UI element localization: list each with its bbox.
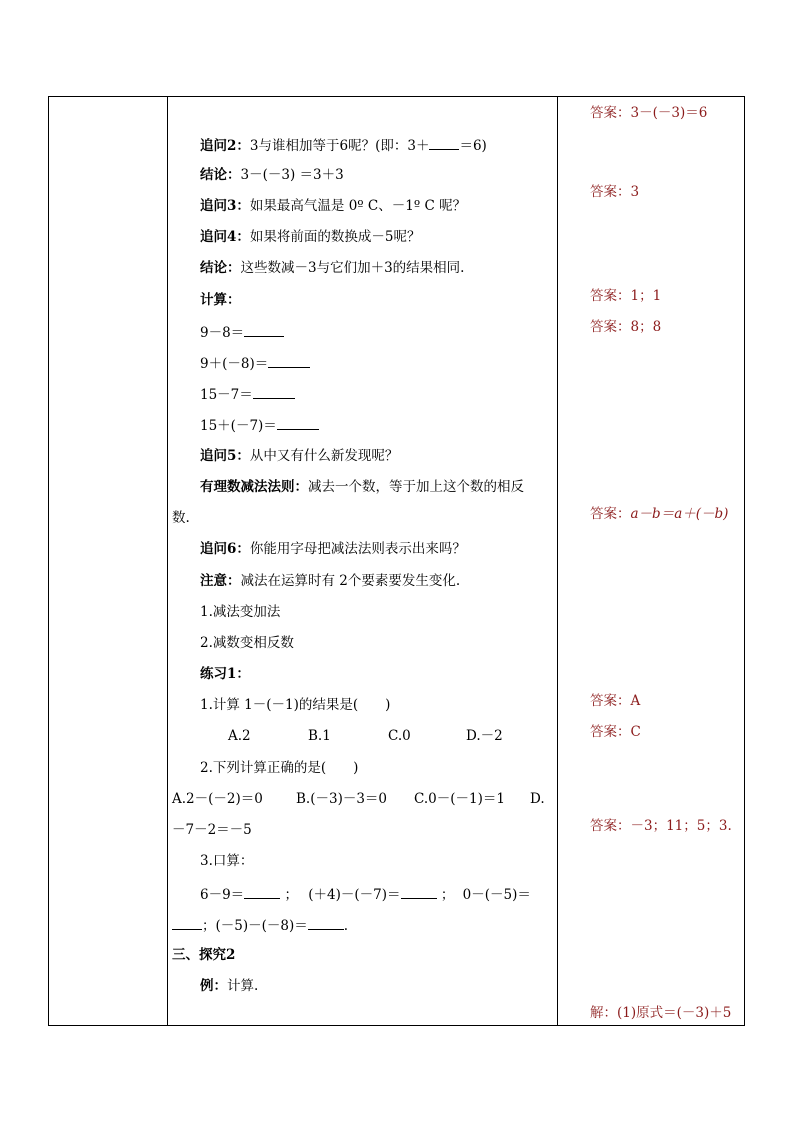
- answer-4: 答案：8；8: [590, 319, 662, 335]
- blank: [308, 915, 344, 930]
- answer-3: 答案：1；1: [590, 288, 662, 304]
- note-item-2: 2.减数变相反数: [200, 635, 294, 651]
- question-6: 追问6：你能用字母把减法法则表示出来吗？: [200, 541, 466, 557]
- subtraction-rule-cont: 数.: [172, 510, 190, 526]
- option-a: A.2－(－2)＝0: [172, 791, 263, 807]
- blank: [244, 884, 280, 899]
- blank: [277, 415, 319, 430]
- question-3: 追问3：如果最高气温是 0º C、－1º C 呢？: [200, 198, 467, 214]
- note: 注意：减法在运算时有 2个要素要发生变化.: [200, 573, 461, 589]
- calc-item-1: 9－8＝: [200, 322, 284, 342]
- option-c: C.0－(－1)＝1: [414, 791, 505, 807]
- option-d: D.: [530, 791, 545, 807]
- blank: [172, 915, 202, 930]
- option-c: C.0: [388, 728, 411, 744]
- exercise-2: 2.下列计算正确的是( ): [200, 760, 359, 776]
- calc-item-3: 15－7＝: [200, 384, 295, 404]
- question-4: 追问4：如果将前面的数换成－5呢？: [200, 229, 421, 245]
- answer-1: 答案：3－(－3)＝6: [590, 105, 708, 121]
- calc-heading: 计算：: [200, 292, 241, 308]
- question-2: 追问2：3与谁相加等于6呢？(即：3＋ ＝6): [200, 135, 487, 155]
- answer-2: 答案：3: [590, 184, 640, 200]
- calc-item-2: 9＋(－8)＝: [200, 353, 310, 373]
- answer-6: 答案：A: [590, 693, 641, 709]
- exercise-1: 1.计算 1－(－1)的结果是( ): [200, 697, 391, 713]
- answer-5: 答案：a－b＝a＋(－b): [590, 506, 729, 522]
- exercise-3: 3.口算：: [200, 853, 254, 869]
- column-divider-2: [557, 97, 558, 1025]
- subtraction-rule: 有理数减法法则：减去一个数，等于加上这个数的相反: [200, 479, 524, 495]
- blank: [268, 353, 310, 368]
- option-d: D.－2: [466, 728, 503, 744]
- blank: [253, 384, 295, 399]
- conclusion-2: 结论：这些数减－3与它们加＋3的结果相同.: [200, 260, 465, 276]
- section-3-heading: 三、探究2: [172, 947, 236, 963]
- option-a: A.2: [228, 728, 251, 744]
- note-item-1: 1.减法变加法: [200, 604, 281, 620]
- solution-1: 解：(1)原式＝(－3)＋5: [590, 1005, 732, 1021]
- exercise-3-line-2: ；(－5)－(－8)＝ .: [172, 915, 348, 935]
- exercise-3-line-1: 6－9＝ ； (＋4)－(－7)＝ ； 0－(－5)＝: [200, 884, 531, 904]
- option-b: B.(－3)－3＝0: [296, 791, 388, 807]
- question-5: 追问5：从中又有什么新发现呢？: [200, 448, 399, 464]
- blank: [429, 135, 459, 150]
- answer-7: 答案：C: [590, 724, 641, 740]
- conclusion-1: 结论：3－(－3) ＝3＋3: [200, 167, 344, 183]
- example: 例：计算.: [200, 978, 259, 994]
- exercise-heading: 练习1：: [200, 666, 250, 682]
- calc-item-4: 15＋(－7)＝: [200, 415, 319, 435]
- answer-8: 答案：－3；11；5；3.: [590, 818, 732, 834]
- blank: [244, 322, 284, 337]
- blank: [401, 884, 437, 899]
- exercise-2-option-d-cont: －7－2＝－5: [172, 822, 252, 838]
- column-divider-1: [167, 97, 168, 1025]
- option-b: B.1: [308, 728, 331, 744]
